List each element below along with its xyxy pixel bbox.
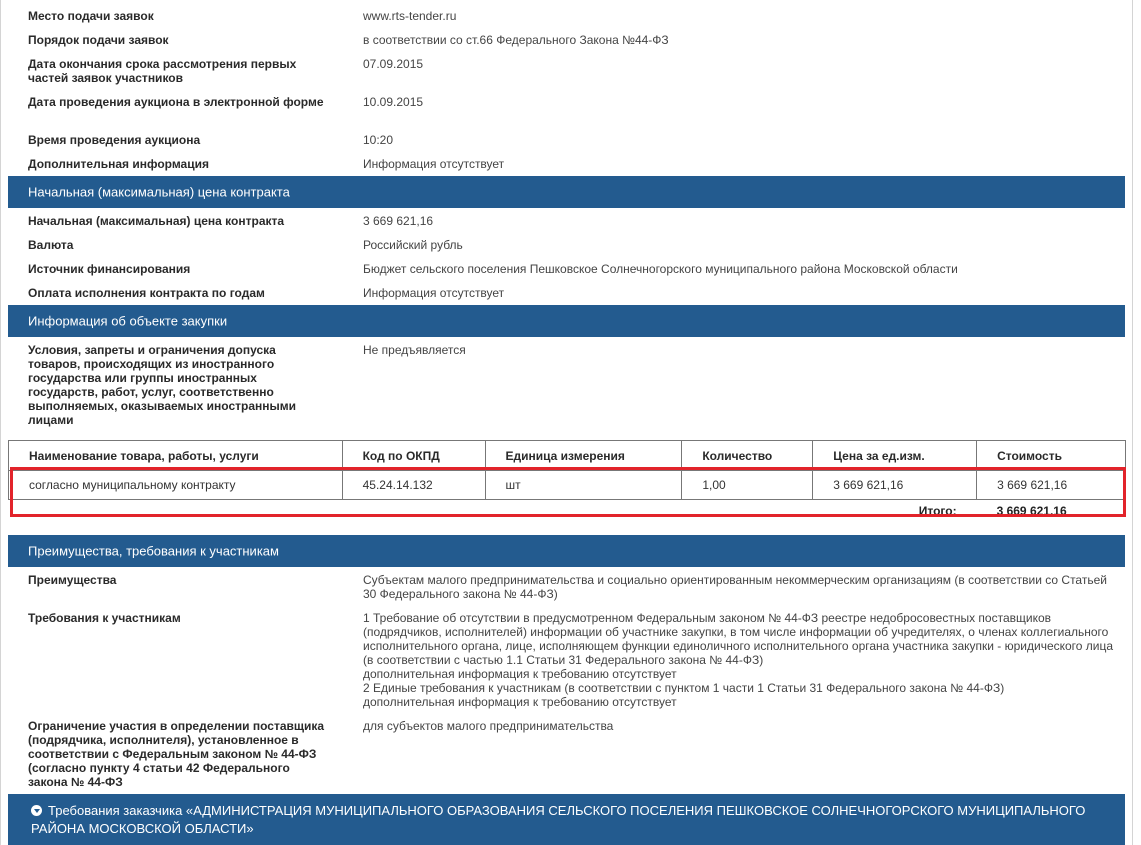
info-row-participation-limit [28, 719, 1123, 791]
cell-okpd: 45.24.14.132 [342, 471, 485, 500]
row-label: Начальная (максимальная) цена контракта [28, 214, 285, 228]
cell-name: согласно муниципальному контракту [9, 471, 343, 500]
row-value: Российский рубль [363, 238, 463, 252]
row-value: 10:20 [363, 133, 394, 147]
row-value: Информация отсутствует [363, 286, 505, 300]
row-label: Ограничение участия в определении поставщика (подрядчика, исполнителя), установленное в соответствии с Федеральным законом № 44-ФЗ (согласно пункту 4 статьи 42 Федерального закона № 44-ФЗ [28, 719, 325, 789]
row-label: Время проведения аукциона [28, 133, 201, 147]
info-row-place [28, 9, 1123, 29]
row-value: для субъектов малого предпринимательства [363, 719, 614, 733]
row-value: www.rts-tender.ru [363, 9, 457, 23]
chevron-down-circle-icon [31, 805, 42, 816]
row-label: Дата проведения аукциона в электронной форме [28, 95, 324, 109]
cell-unit: шт [485, 471, 682, 500]
table-total-row [9, 500, 1126, 523]
row-label: Валюта [28, 238, 74, 252]
table-row [9, 471, 1126, 500]
row-value: в соответствии со ст.66 Федерального Закона №44-ФЗ [363, 33, 669, 47]
cell-qty: 1,00 [682, 471, 813, 500]
row-label: Оплата исполнения контракта по годам [28, 286, 265, 300]
row-value: 10.09.2015 [363, 95, 424, 109]
total-label: Итого: [918, 504, 957, 518]
section-title: Информация об объекте закупки [28, 313, 228, 329]
row-label: Условия, запреты и ограничения допуска товаров, происходящих из иностранного государства или группы иностранных государств, работ, услуг, соответственно выполняемых, оказываемых иностранными лицами [28, 343, 297, 427]
col-header-name: Наименование товара, работы, услуги [9, 441, 343, 471]
col-header-unit: Единица измерения [485, 441, 682, 471]
info-row-payment-years [28, 286, 1123, 306]
row-label: Место подачи заявок [28, 9, 154, 23]
row-label: Дата окончания срока рассмотрения первых частей заявок участников [28, 57, 297, 85]
info-row-review-date [28, 57, 1123, 89]
col-header-okpd: Код по ОКПД [342, 441, 485, 471]
info-row-auction-time [28, 133, 1123, 153]
row-label: Дополнительная информация [28, 157, 209, 171]
section-header-advantages [8, 535, 1125, 567]
col-header-cost: Стоимость [977, 441, 1126, 471]
section-header-price [8, 176, 1125, 208]
row-value: Субъектам малого предпринимательства и социально ориентированным некоммерческим организациям (в соответствии со Статьей 30 Федерального закона № 44-ФЗ) [363, 573, 1107, 601]
info-row-additional [28, 157, 1123, 177]
cell-cost: 3 669 621,16 [977, 471, 1126, 500]
row-value: 3 669 621,16 [363, 214, 434, 228]
total-value: 3 669 621,16 [996, 504, 1067, 518]
info-row-advantages [28, 573, 1123, 603]
table-header-row [9, 441, 1126, 471]
row-value: Не предъявляется [363, 343, 466, 357]
info-row-currency [28, 238, 1123, 258]
col-header-unit-price: Цена за ед.изм. [813, 441, 977, 471]
info-row-initial-price [28, 214, 1123, 234]
row-value: Информация отсутствует [363, 157, 505, 171]
row-value: Бюджет сельского поселения Пешковское Солнечногорского муниципального района Московской области [363, 262, 958, 276]
goods-table [8, 440, 1126, 522]
row-value: 1 Требование об отсутствии в предусмотренном Федеральным законом № 44-ФЗ реестре недобросовестных поставщиков (подрядчиков, исполнителей) информации об участнике закупки, в том числе информации об учредителях, о членах коллегиального исполнительного органа, лице, исполняющем функции единоличного исполнительного органа участника закупки - юридического лица (в соответствии с частью 1.1 Статьи 31 Федерального закона № 44-ФЗ) дополнительная информация к требованию отсутствует 2 Единые требования к участникам (в соответствии с пунктом 1 части 1 Статьи 31 Федерального закона № 44-ФЗ) дополнительная информация к требованию отсутствует [363, 611, 1114, 709]
row-label: Порядок подачи заявок [28, 33, 169, 47]
info-row-funding [28, 262, 1123, 282]
row-label: Преимущества [28, 573, 117, 587]
cell-unit-price: 3 669 621,16 [813, 471, 977, 500]
row-label: Требования к участникам [28, 611, 181, 625]
section-title: Преимущества, требования к участникам [28, 543, 279, 559]
section-header-object [8, 305, 1125, 337]
col-header-qty: Количество [682, 441, 813, 471]
row-label: Источник финансирования [28, 262, 191, 276]
section-title: Начальная (максимальная) цена контракта [28, 184, 290, 200]
info-row-requirements [28, 611, 1123, 711]
customer-requirements-toggle[interactable] [8, 794, 1125, 845]
info-row-auction-date [28, 95, 1123, 127]
customer-requirements-text: Требования заказчика «АДМИНИСТРАЦИЯ МУНИЦИПАЛЬНОГО ОБРАЗОВАНИЯ СЕЛЬСКОГО ПОСЕЛЕНИЯ ПЕШКОВСКОЕ СОЛНЕЧНОГОРСКОГО МУНИЦИПАЛЬНОГО РАЙОНА МОСКОВСКОЙ ОБЛАСТИ» [31, 803, 1086, 836]
row-value: 07.09.2015 [363, 57, 424, 71]
info-row-restrictions [28, 343, 1123, 431]
info-row-order [28, 33, 1123, 53]
